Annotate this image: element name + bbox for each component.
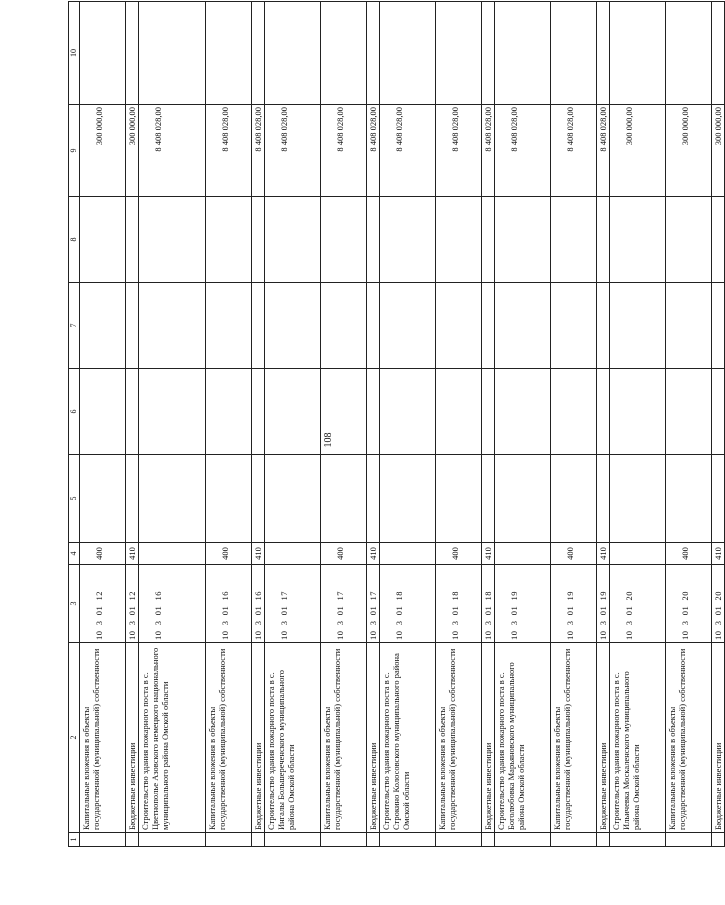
cell-description: Бюджетные инвестиции — [367, 643, 380, 833]
cell-amount: 8 408 028,00 — [436, 105, 482, 197]
cell-col5 — [80, 455, 126, 543]
header-col-5: 5 — [69, 455, 80, 543]
table-row — [610, 2, 666, 847]
cell-col7 — [265, 283, 321, 369]
cell-col8 — [265, 197, 321, 283]
cell-col1 — [436, 833, 482, 847]
cell-description: Строительство здания пожарного поста в с. Ильичевка Москаленского муниципального района Омской области — [610, 643, 666, 833]
table-row — [126, 2, 139, 847]
cell-col5 — [380, 455, 436, 543]
cell-col8 — [610, 197, 666, 283]
cell-col1 — [482, 833, 495, 847]
table-row — [265, 2, 321, 847]
cell-code: 10 3 01 18 — [482, 565, 495, 643]
cell-type: 400 — [666, 543, 712, 565]
cell-col7 — [126, 283, 139, 369]
cell-code: 10 3 01 18 — [436, 565, 482, 643]
cell-col7 — [252, 283, 265, 369]
cell-type: 410 — [597, 543, 610, 565]
cell-col6 — [265, 369, 321, 455]
cell-description: Строительство здания пожарного поста в с. Ингалы Большереченского муниципального района Омской области — [265, 643, 321, 833]
header-col-3: 3 — [69, 565, 80, 643]
cell-col5 — [321, 455, 367, 543]
cell-col7 — [380, 283, 436, 369]
cell-col8 — [252, 197, 265, 283]
cell-col6 — [126, 369, 139, 455]
cell-description: Капитальные вложения в объекты государственной (муниципальной) собственности — [666, 643, 712, 833]
cell-col10 — [436, 2, 482, 105]
cell-col8 — [482, 197, 495, 283]
cell-type: 410 — [712, 543, 725, 565]
cell-col7 — [80, 283, 126, 369]
cell-col8 — [367, 197, 380, 283]
header-col-8: 8 — [69, 197, 80, 283]
cell-col10 — [252, 2, 265, 105]
cell-amount: 300 000,00 — [666, 105, 712, 197]
cell-amount: 300 000,00 — [712, 105, 725, 197]
cell-type: 400 — [206, 543, 252, 565]
cell-col10 — [597, 2, 610, 105]
table-body — [80, 2, 725, 847]
cell-col5 — [495, 455, 551, 543]
cell-amount: 8 408 028,00 — [139, 105, 206, 197]
cell-code: 10 3 01 12 — [80, 565, 126, 643]
cell-amount: 8 408 028,00 — [265, 105, 321, 197]
cell-col8 — [126, 197, 139, 283]
cell-type: 400 — [321, 543, 367, 565]
cell-col6 — [436, 369, 482, 455]
cell-amount: 300 000,00 — [80, 105, 126, 197]
cell-col8 — [712, 197, 725, 283]
cell-col10 — [80, 2, 126, 105]
cell-col6 — [495, 369, 551, 455]
cell-col8 — [139, 197, 206, 283]
cell-code: 10 3 01 20 — [712, 565, 725, 643]
cell-col5 — [436, 455, 482, 543]
cell-code: 10 3 01 16 — [139, 565, 206, 643]
cell-col8 — [206, 197, 252, 283]
cell-description: Строительство здания пожарного поста в с. Строкино Колосовского муниципального района Омской области — [380, 643, 436, 833]
cell-type: 410 — [252, 543, 265, 565]
table-row — [139, 2, 206, 847]
cell-col6 — [712, 369, 725, 455]
cell-code: 10 3 01 19 — [495, 565, 551, 643]
cell-col6 — [610, 369, 666, 455]
cell-col10 — [482, 2, 495, 105]
cell-col1 — [321, 833, 367, 847]
cell-amount: 8 408 028,00 — [495, 105, 551, 197]
cell-col5 — [265, 455, 321, 543]
header-col-1: 1 — [69, 833, 80, 847]
cell-col7 — [139, 283, 206, 369]
table-row — [206, 2, 252, 847]
cell-col6 — [482, 369, 495, 455]
cell-code: 10 3 01 12 — [126, 565, 139, 643]
cell-code: 10 3 01 17 — [321, 565, 367, 643]
header-row — [69, 2, 80, 847]
cell-col5 — [482, 455, 495, 543]
cell-col6 — [80, 369, 126, 455]
cell-col1 — [265, 833, 321, 847]
cell-code: 10 3 01 20 — [666, 565, 712, 643]
cell-col5 — [367, 455, 380, 543]
cell-amount: 8 408 028,00 — [597, 105, 610, 197]
cell-col7 — [495, 283, 551, 369]
cell-col1 — [252, 833, 265, 847]
cell-col8 — [597, 197, 610, 283]
cell-description: Бюджетные инвестиции — [597, 643, 610, 833]
cell-col7 — [482, 283, 495, 369]
header-col-6: 6 — [69, 369, 80, 455]
cell-col10 — [206, 2, 252, 105]
rotated-table-container — [68, 2, 723, 847]
cell-code: 10 3 01 16 — [252, 565, 265, 643]
cell-col6 — [206, 369, 252, 455]
cell-col8 — [380, 197, 436, 283]
cell-col1 — [712, 833, 725, 847]
cell-description: Бюджетные инвестиции — [252, 643, 265, 833]
cell-col1 — [551, 833, 597, 847]
cell-code: 10 3 01 18 — [380, 565, 436, 643]
cell-col8 — [436, 197, 482, 283]
cell-code: 10 3 01 17 — [367, 565, 380, 643]
cell-col1 — [139, 833, 206, 847]
cell-col8 — [80, 197, 126, 283]
cell-type: 400 — [551, 543, 597, 565]
cell-col10 — [551, 2, 597, 105]
cell-col10 — [367, 2, 380, 105]
cell-amount: 300 000,00 — [126, 105, 139, 197]
budget-table — [68, 1, 725, 847]
cell-code: 10 3 01 17 — [265, 565, 321, 643]
cell-type — [265, 543, 321, 565]
cell-description: Капитальные вложения в объекты государственной (муниципальной) собственности — [80, 643, 126, 833]
cell-description: Капитальные вложения в объекты государственной (муниципальной) собственности — [551, 643, 597, 833]
cell-amount: 8 408 028,00 — [252, 105, 265, 197]
cell-col5 — [597, 455, 610, 543]
header-col-4: 4 — [69, 543, 80, 565]
cell-col1 — [666, 833, 712, 847]
cell-col5 — [666, 455, 712, 543]
cell-col1 — [126, 833, 139, 847]
cell-col8 — [321, 197, 367, 283]
cell-col5 — [126, 455, 139, 543]
cell-col10 — [610, 2, 666, 105]
cell-col10 — [321, 2, 367, 105]
cell-col1 — [610, 833, 666, 847]
cell-col1 — [80, 833, 126, 847]
cell-description: Капитальные вложения в объекты государственной (муниципальной) собственности — [436, 643, 482, 833]
cell-col6 — [321, 369, 367, 455]
cell-amount: 8 408 028,00 — [321, 105, 367, 197]
table-row — [597, 2, 610, 847]
cell-amount: 8 408 028,00 — [482, 105, 495, 197]
cell-col5 — [206, 455, 252, 543]
table-row — [482, 2, 495, 847]
cell-col8 — [666, 197, 712, 283]
table-row — [712, 2, 725, 847]
cell-col6 — [597, 369, 610, 455]
cell-col6 — [666, 369, 712, 455]
cell-description: Капитальные вложения в объекты государственной (муниципальной) собственности — [321, 643, 367, 833]
table-row — [551, 2, 597, 847]
cell-col6 — [367, 369, 380, 455]
cell-col10 — [126, 2, 139, 105]
cell-col1 — [380, 833, 436, 847]
cell-col5 — [252, 455, 265, 543]
cell-col6 — [139, 369, 206, 455]
cell-col10 — [265, 2, 321, 105]
table-row — [367, 2, 380, 847]
cell-col7 — [367, 283, 380, 369]
table-row — [252, 2, 265, 847]
cell-col8 — [495, 197, 551, 283]
cell-col10 — [666, 2, 712, 105]
header-col-10: 10 — [69, 2, 80, 105]
cell-col7 — [551, 283, 597, 369]
cell-amount: 300 000,00 — [610, 105, 666, 197]
table-row — [321, 2, 367, 847]
cell-col5 — [712, 455, 725, 543]
cell-type: 400 — [80, 543, 126, 565]
cell-col7 — [712, 283, 725, 369]
cell-col1 — [495, 833, 551, 847]
cell-col5 — [610, 455, 666, 543]
table-row — [666, 2, 712, 847]
cell-type: 410 — [482, 543, 495, 565]
header-col-2: 2 — [69, 643, 80, 833]
cell-code: 10 3 01 19 — [551, 565, 597, 643]
header-col-9: 9 — [69, 105, 80, 197]
cell-col5 — [139, 455, 206, 543]
table-row — [436, 2, 482, 847]
cell-code: 10 3 01 16 — [206, 565, 252, 643]
header-col-7: 7 — [69, 283, 80, 369]
cell-amount: 8 408 028,00 — [380, 105, 436, 197]
cell-col6 — [551, 369, 597, 455]
cell-col10 — [380, 2, 436, 105]
table-row — [80, 2, 126, 847]
cell-type — [495, 543, 551, 565]
cell-col8 — [551, 197, 597, 283]
cell-col10 — [139, 2, 206, 105]
table-row — [495, 2, 551, 847]
cell-col7 — [610, 283, 666, 369]
cell-type — [380, 543, 436, 565]
cell-type: 400 — [436, 543, 482, 565]
cell-col10 — [712, 2, 725, 105]
cell-col6 — [380, 369, 436, 455]
cell-amount: 8 408 028,00 — [206, 105, 252, 197]
cell-col10 — [495, 2, 551, 105]
cell-amount: 8 408 028,00 — [551, 105, 597, 197]
cell-description: Капитальные вложения в объекты государственной (муниципальной) собственности — [206, 643, 252, 833]
cell-description: Бюджетные инвестиции — [712, 643, 725, 833]
cell-code: 10 3 01 19 — [597, 565, 610, 643]
cell-col7 — [436, 283, 482, 369]
cell-col7 — [666, 283, 712, 369]
table-row — [380, 2, 436, 847]
cell-col1 — [206, 833, 252, 847]
cell-type: 410 — [126, 543, 139, 565]
cell-type: 410 — [367, 543, 380, 565]
cell-type — [139, 543, 206, 565]
cell-col1 — [367, 833, 380, 847]
cell-description: Строительство здания пожарного поста в с. Цветнополье Азовского немецкого национального муниципального района Омской области — [139, 643, 206, 833]
cell-description: Бюджетные инвестиции — [126, 643, 139, 833]
cell-col7 — [321, 283, 367, 369]
cell-description: Бюджетные инвестиции — [482, 643, 495, 833]
cell-type — [610, 543, 666, 565]
cell-col5 — [551, 455, 597, 543]
cell-amount: 8 408 028,00 — [367, 105, 380, 197]
cell-col7 — [597, 283, 610, 369]
cell-code: 10 3 01 20 — [610, 565, 666, 643]
cell-col7 — [206, 283, 252, 369]
page-number: 108 — [323, 432, 334, 448]
cell-description: Строительство здания пожарного поста в с. Боголюбовка Марьяновского муниципального района Омской области — [495, 643, 551, 833]
cell-col1 — [597, 833, 610, 847]
cell-col6 — [252, 369, 265, 455]
